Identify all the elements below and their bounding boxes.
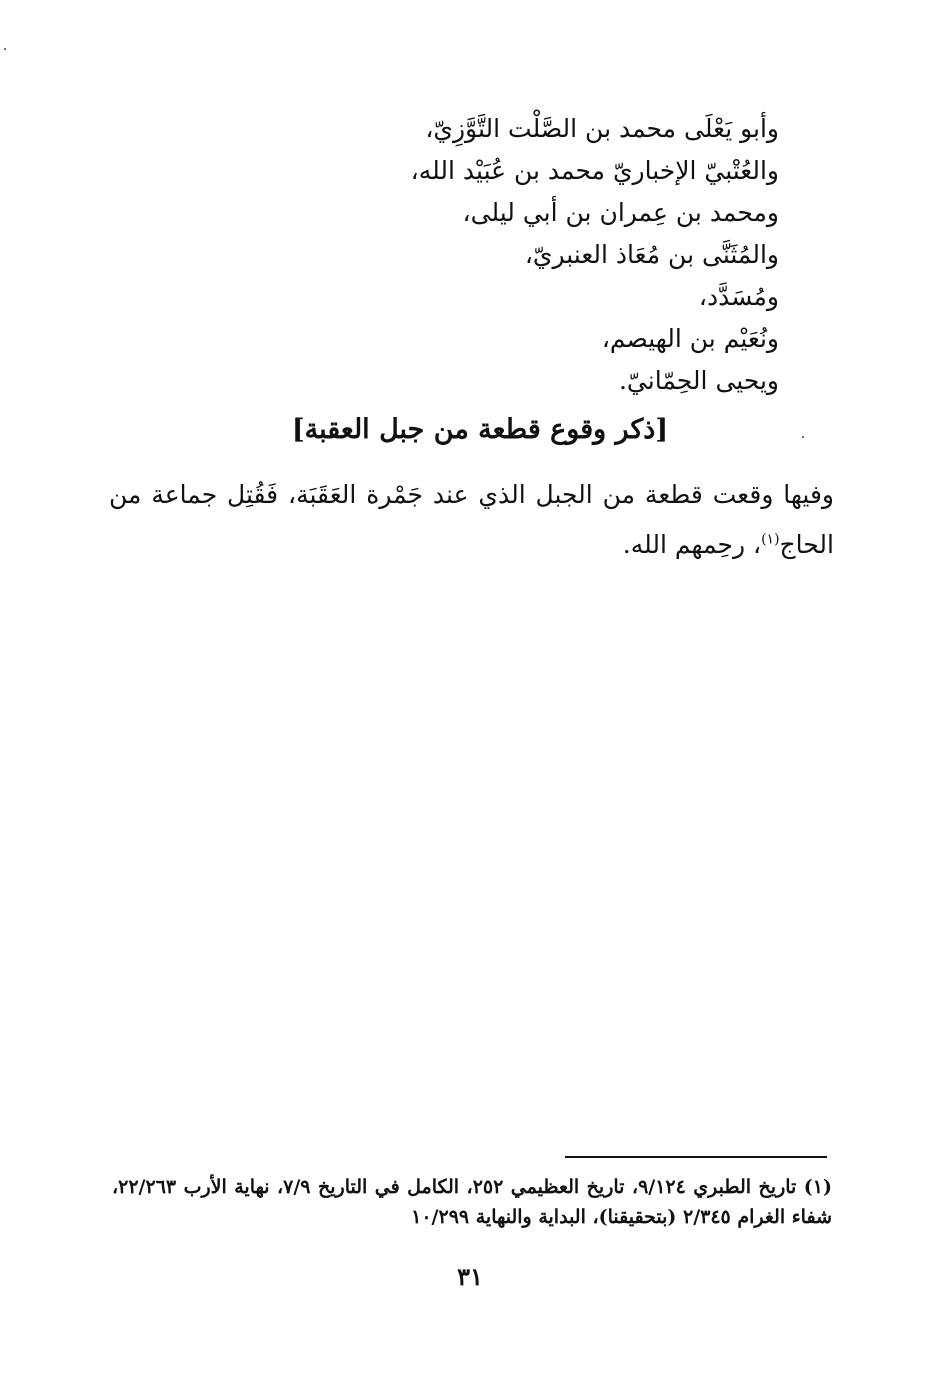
narrator-line: والعُتْبيّ الإخباريّ محمد بن عُبَيْد الله، (410, 156, 779, 185)
paragraph-main-text: وفيها وقعت قطعة من الجبل الذي عند جَمْرة العَقَبَة، فَقُتِل جماعة من الحاج (109, 480, 834, 559)
narrator-line: ومُسَدَّد، (698, 282, 779, 311)
narrator-line: ونُعَيْم بن الهيصم، (601, 324, 779, 353)
narrator-line: وأبو يَعْلَى محمد بن الصَّلْت التَّوَّزِيّ، (425, 114, 779, 143)
footnote-text: (١) تاريخ الطبري ٩/١٢٤، تاريخ العظيمي ٢٥٢، الكامل في التاريخ ٧/٩، نهاية الأرب ٢٢/٢٦٣، شفاء الغرام ٢/٣٤٥ (بتحقيقنا)، البداية والنهاية ١٠/٢٩٩ (112, 1176, 833, 1228)
footnote-divider (565, 1156, 827, 1158)
body-paragraph (109, 470, 834, 570)
paragraph-tail-text: ، رحِمهم الله. (622, 530, 762, 559)
narrators-list (259, 108, 779, 402)
scan-speck (802, 436, 804, 438)
page-number: ٣١ (457, 1262, 483, 1291)
narrator-line: ويحيى الحِمّانيّ. (618, 366, 779, 395)
scan-speck (4, 48, 6, 50)
narrator-line: ومحمد بن عِمران بن أبي ليلى، (462, 198, 779, 227)
narrator-line: والمُثَنَّى بن مُعَاذ العنبريّ، (524, 240, 779, 269)
footnote-reference[interactable]: (١) (761, 531, 780, 548)
section-heading: [ذكر وقوع قطعة من جبل العقبة] (291, 414, 669, 445)
